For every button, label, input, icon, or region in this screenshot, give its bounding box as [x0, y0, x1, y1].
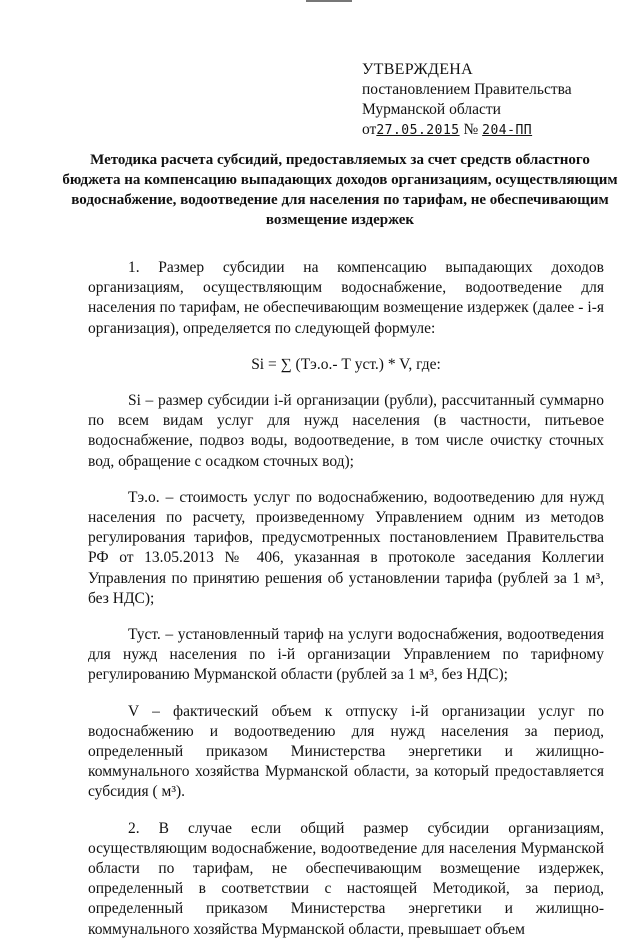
document-title: Методика расчета субсидий, предоставляемых за счет средств областного бюджета на компенсацию выпадающих доходов организациям, осуществляющим водоснабжение, водоотведение для населения по тарифам, не обеспечивающим возмещение издержек — [62, 152, 618, 228]
formula: Si = ∑ (Тэ.о.- Т уст.) * V, где: — [251, 355, 441, 373]
approval-line-2: Мурманской области — [362, 101, 501, 118]
definition-v: V – фактический объем к отпуску i-й организации услуг по водоснабжению и водоотведению для нужд населения за период, определенный приказом Министерства энергетики и жилищно-коммунального хозяйства Мурманской области, за который предоставляется субсидия ( м³). — [88, 702, 604, 801]
definition-tust: Туст. – установленный тариф на услуги водоснабжения, водоотведения для нужд населения по i-й организации Управлением по тарифному регулированию Мурманской области (рублей за 1 м³, без НДС); — [88, 626, 604, 684]
number-sign: № — [463, 121, 479, 138]
definition-teo: Тэ.о. – стоимость услуг по водоснабжению, водоотведению для нужд населения по расчету, произведенному Управлением одним из методов регулирования тарифов, предусмотренных постановлением Правительства РФ от 13.05.2013 № 406, указанная в протоколе заседания Коллегии Управления по принятию решения об установлении тарифа (рублей за 1 м³, без НДС); — [88, 488, 604, 607]
paragraph-1: 1. Размер субсидии на компенсацию выпадающих доходов организациям, осуществляющим водоснабжение, водоотведение для населения по тарифам, не обеспечивающим возмещение издержек (далее - i-я организация), определяется по следующей формуле: — [88, 259, 604, 337]
date-prefix: от — [362, 121, 377, 138]
approval-stamp — [362, 60, 622, 141]
approval-title: УТВЕРЖДЕНА — [362, 61, 474, 78]
scan-edge-mark — [306, 0, 352, 2]
approval-date-line — [362, 120, 622, 141]
document-body — [88, 258, 604, 940]
approval-number: 204-ПП — [482, 123, 533, 138]
paragraph-2: 2. В случае если общий размер субсидии организациям, осуществляющим водоснабжение, водоотведение для населения Мурманской области по тарифам, не обеспечивающим возмещение издержек, определенный в соответствии с настоящей Методикой, за период, определенный приказом Министерства энергетики и жилищно-коммунального хозяйства Мурманской области, превышает объем — [88, 819, 604, 938]
approval-date: 27.05.2015 — [376, 123, 460, 138]
definition-si: Si – размер субсидии i-й организации (рубли), рассчитанный суммарно по всем видам услуг для нужд населения (в частности, питьевое водоснабжение, подвоз воды, водоотведение, в том числе очистку сточных вод, обращение с осадком сточных вод); — [88, 392, 604, 470]
approval-line-1: постановлением Правительства — [362, 81, 572, 98]
